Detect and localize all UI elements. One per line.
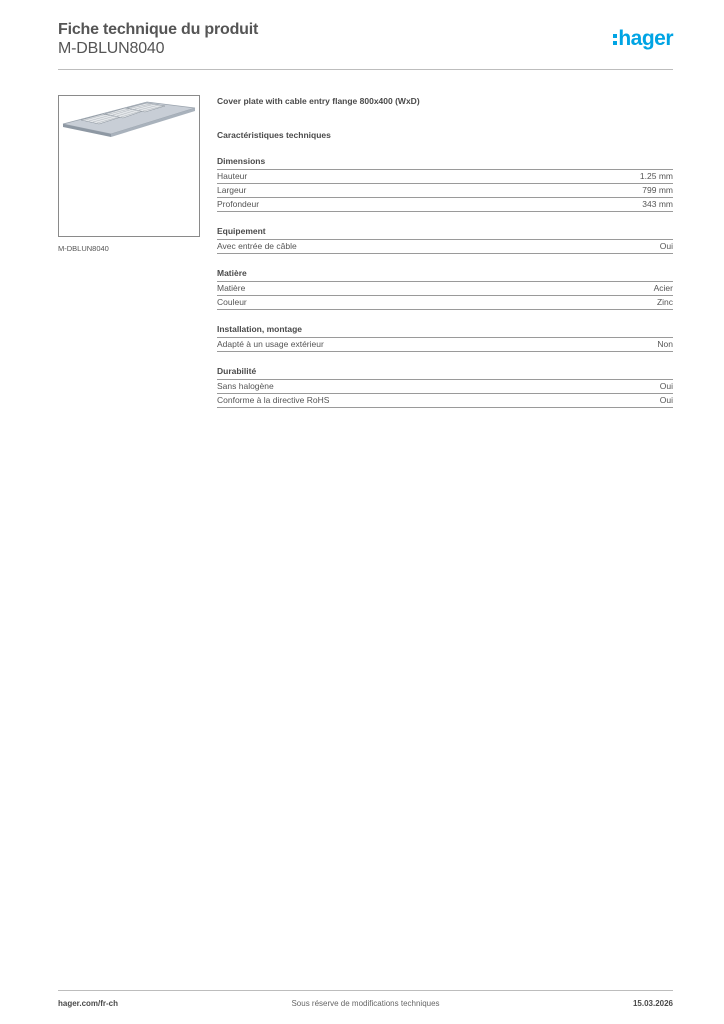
product-image [58,95,200,237]
spec-value: Zinc [656,297,673,307]
spec-label: Hauteur [217,171,248,181]
logo-wordmark: hager [618,27,673,50]
spec-value: Non [657,339,673,349]
spec-group-matiere [217,268,673,310]
specs-heading: Caractéristiques techniques [217,130,331,140]
specification-area [217,96,673,408]
logo-dots-icon [613,34,617,45]
spec-value: Oui [659,381,673,391]
spec-row-profondeur [217,198,673,212]
spec-label: Adapté à un usage extérieur [217,339,324,349]
group-title: Dimensions [217,156,266,166]
spec-value: Oui [659,395,673,405]
spec-label: Conforme à la directive RoHS [217,395,330,405]
spec-row-sans-halogene [217,379,673,394]
spec-value: 799 mm [642,185,673,195]
spec-group-durabilite [217,366,673,408]
document-title: Fiche technique du produit [58,21,259,38]
spec-group-equipement [217,226,673,254]
spec-group-installation [217,324,673,352]
group-title: Installation, montage [217,324,303,334]
spec-value: Acier [653,283,673,293]
hager-logo [613,28,673,49]
image-caption: M-DBLUN8040 [58,244,109,253]
spec-label: Avec entrée de câble [217,241,297,251]
spec-label: Largeur [217,185,247,195]
group-title: Equipement [217,226,266,236]
spec-label: Matière [217,283,246,293]
group-title: Durabilité [217,366,257,376]
spec-row-hauteur [217,169,673,184]
spec-row-largeur [217,184,673,198]
spec-label: Sans halogène [217,381,274,391]
spec-value: 343 mm [642,199,673,209]
footer-website-link[interactable]: hager.com/fr-ch [58,999,119,1008]
footer-date: 15.03.2026 [632,999,673,1008]
group-title: Matière [217,268,247,278]
spec-group-dimensions [217,156,673,212]
spec-value: Oui [659,241,673,251]
spec-row-rohs [217,394,673,408]
spec-value: 1.25 mm [639,171,673,181]
cover-plate-illustration [59,96,199,236]
spec-label: Couleur [217,297,247,307]
product-reference: M-DBLUN8040 [58,40,165,57]
spec-row-entree-cable [217,239,673,254]
spec-label: Profondeur [217,199,260,209]
page-footer [58,990,673,1013]
product-description: Cover plate with cable entry flange 800x400 (WxD) [217,96,420,106]
spec-row-matiere [217,281,673,296]
page-header [58,20,673,70]
spec-row-usage-exterieur [217,337,673,352]
footer-notice: Sous réserve de modifications techniques [291,999,440,1008]
spec-row-couleur [217,296,673,310]
